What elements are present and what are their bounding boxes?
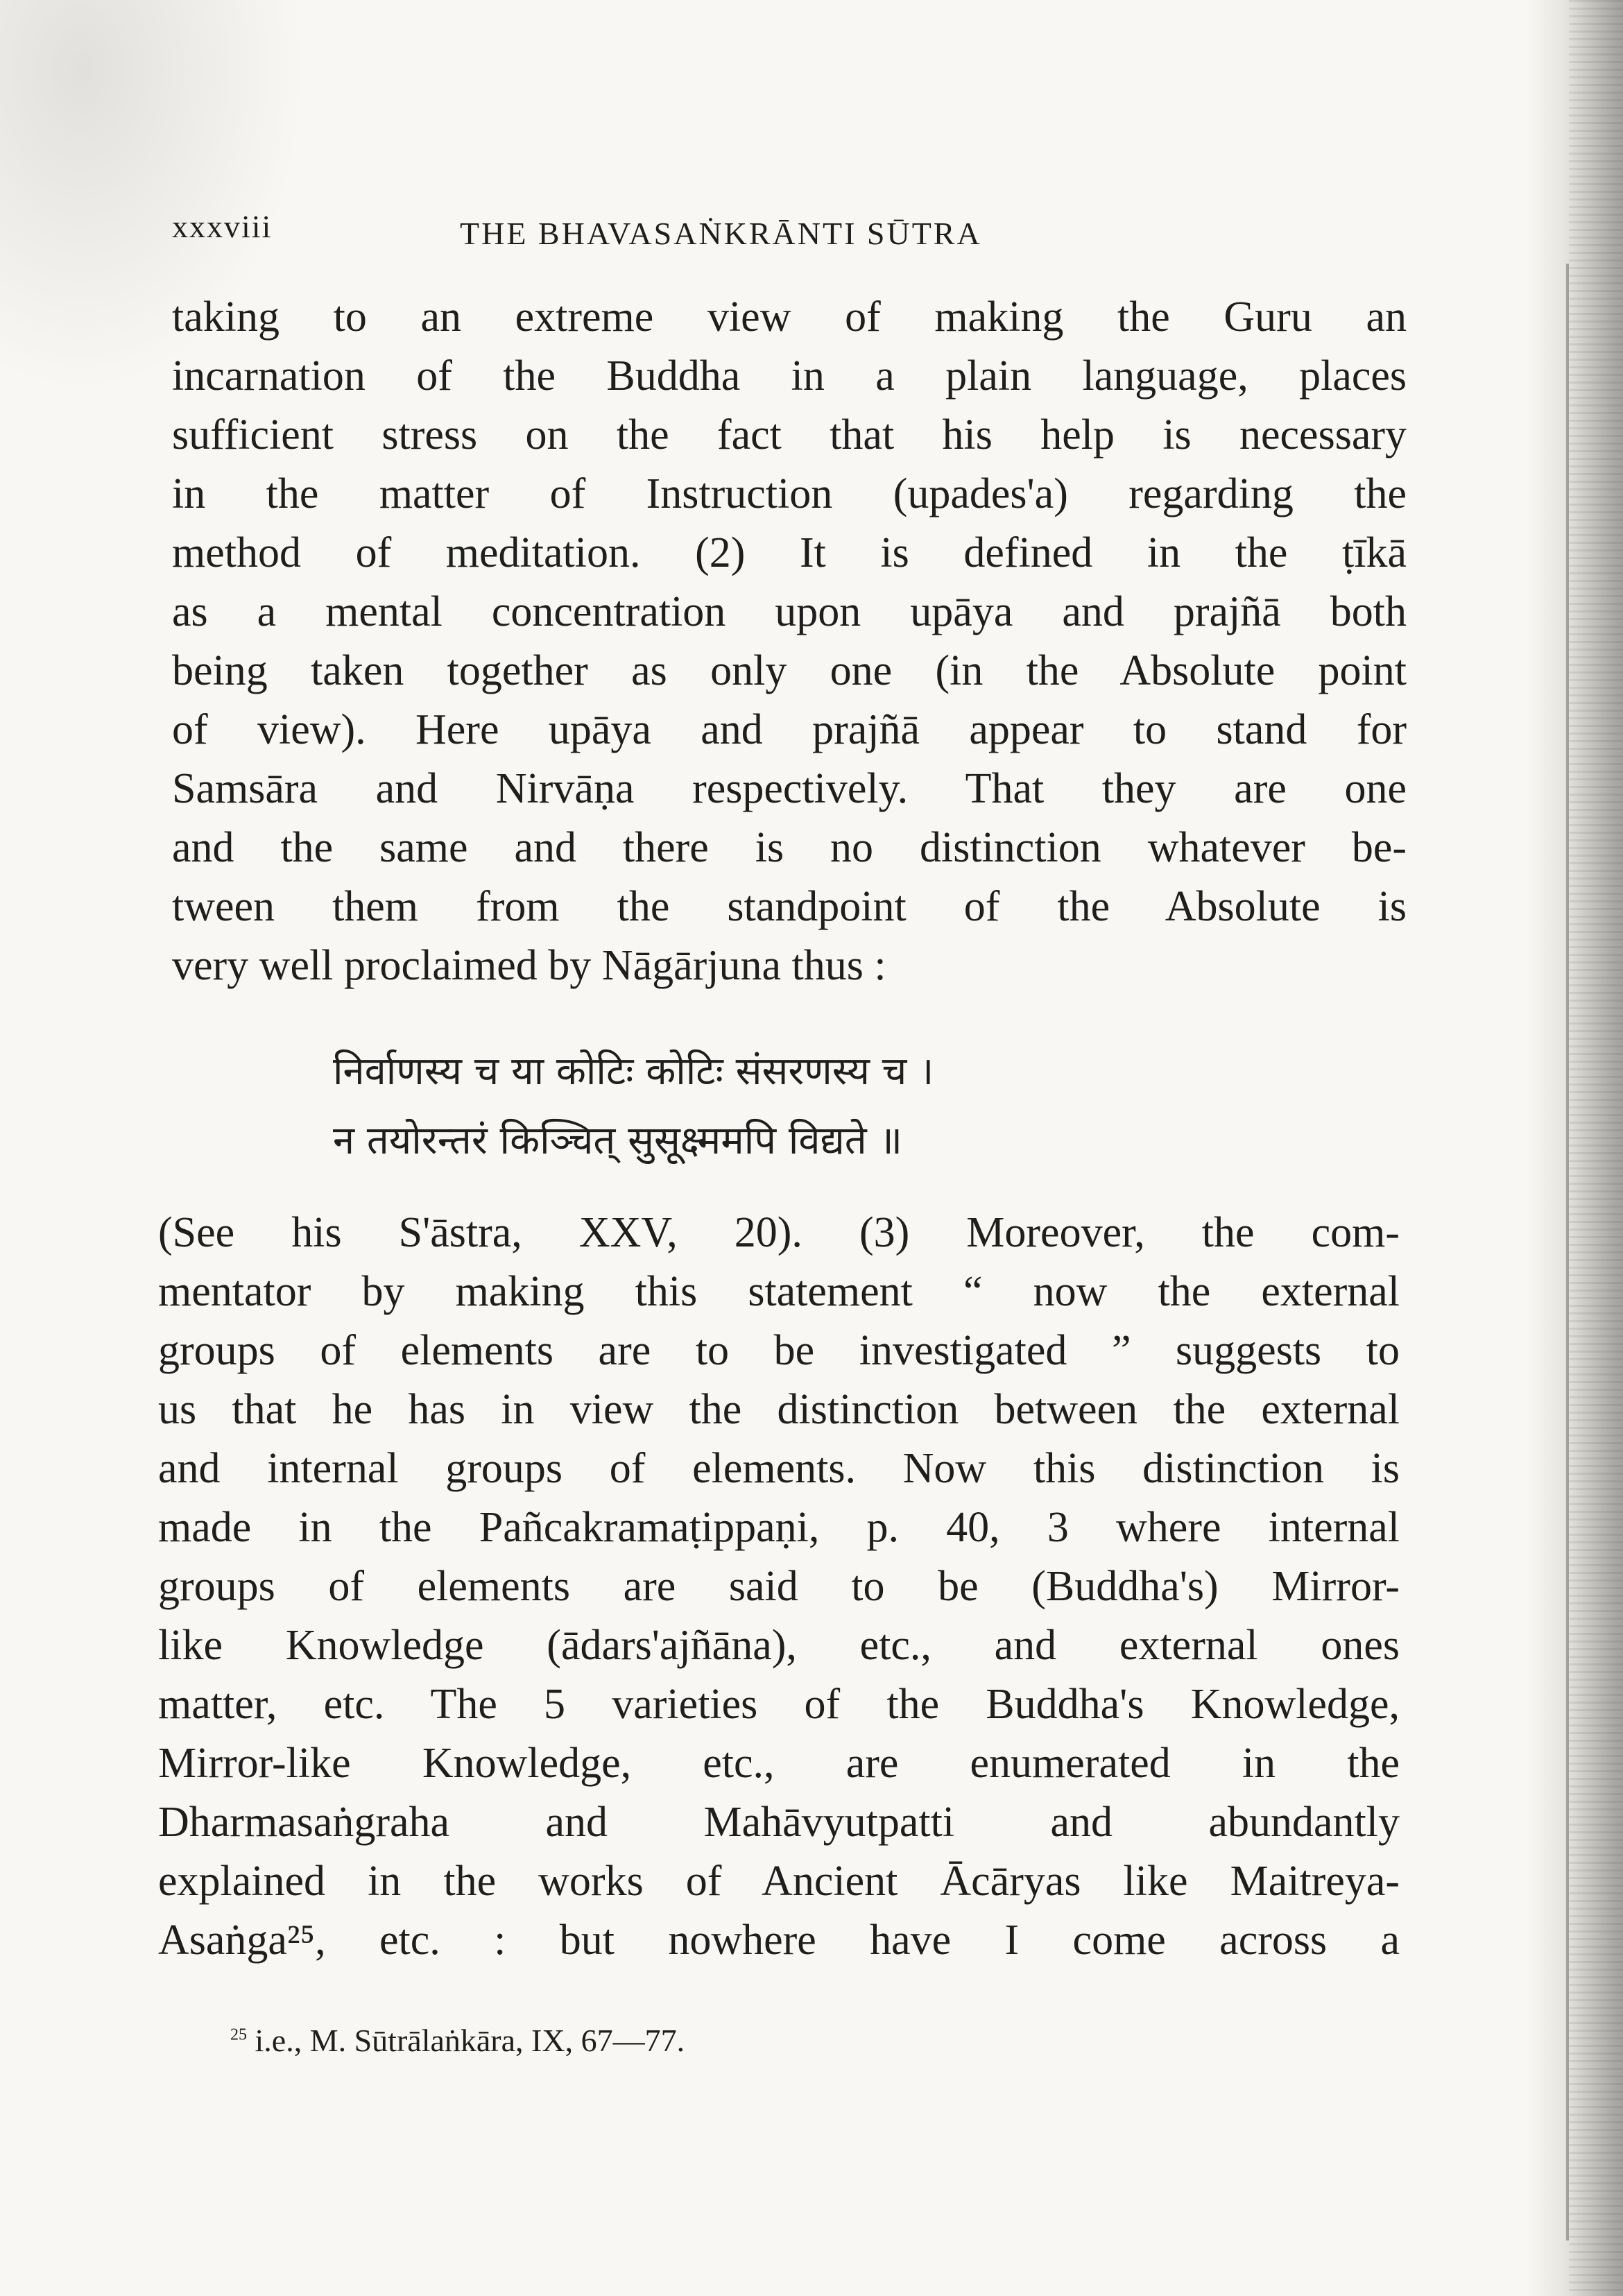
text-line: groups of elements are to be investigated ” suggests to [158,1327,1400,1374]
text-line: like Knowledge (ādars'ajñāna), etc., and external ones [158,1622,1400,1669]
text-line: matter, etc. The 5 varieties of the Buddha's Knowledge, [158,1681,1400,1728]
running-title: THE BHAVASAṄKRĀNTI SŪTRA [460,216,982,251]
margin-mark [1566,264,1569,2241]
page-header [172,208,1420,264]
text-line: in the matter of Instruction (upades'a) regarding the [172,470,1407,517]
text-line: and internal groups of elements. Now this distinction is [158,1445,1400,1492]
text-line: and the same and there is no distinction whatever be- [172,824,1407,871]
page-number: xxxviii [172,209,273,244]
footnote-text: i.e., M. Sūtrālaṅkāra, IX, 67—77. [255,2023,685,2058]
text-line: of view). Here upāya and prajñā appear to stand for [172,706,1407,753]
text-line: us that he has in view the distinction between the external [158,1386,1400,1433]
verse-line-1: निर्वाणस्य च या कोटिः कोटिः संसरणस्य च । [333,1049,934,1094]
text-line: being taken together as only one (in the Absolute point [172,647,1407,694]
paragraph-1 [172,288,1407,995]
footnote-marker: 25 [230,2025,247,2044]
text-line: groups of elements are said to be (Buddha's) Mirror- [158,1563,1400,1610]
page-binding-edge [1569,0,1623,2296]
text-line: explained in the works of Ancient Ācāryas like Maitreya- [158,1858,1400,1905]
text-line: (See his S'āstra, XXV, 20). (3) Moreover, the com- [158,1209,1400,1256]
text-line: taking to an extreme view of making the Guru an [172,293,1407,341]
text-line: Dharmasaṅgraha and Mahāvyutpatti and abundantly [158,1799,1400,1846]
text-line: Mirror-like Knowledge, etc., are enumerated in the [158,1740,1400,1787]
verse-line-2: न तयोरन्तरं किञ्चित् सुसूक्ष्ममपि विद्यते ॥ [333,1118,903,1163]
sanskrit-verse [333,1037,934,1176]
paragraph-2 [158,1203,1400,1970]
text-line: mentator by making this statement “ now the external [158,1268,1400,1315]
footnote [230,2022,685,2059]
text-line: Samsāra and Nirvāṇa respectively. That they are one [172,765,1407,812]
text-line: method of meditation. (2) It is defined in the ṭīkā [172,529,1407,576]
text-line: as a mental concentration upon upāya and prajñā both [172,588,1407,635]
text-line: sufficient stress on the fact that his help is necessary [172,411,1407,459]
text-line: Asaṅga²⁵, etc. : but nowhere have I come across a [158,1917,1400,1964]
text-line: tween them from the standpoint of the Absolute is [172,883,1407,930]
text-line: made in the Pañcakramaṭippaṇi, p. 40, 3 where internal [158,1504,1400,1551]
text-line: incarnation of the Buddha in a plain language, places [172,352,1407,400]
text-line: very well proclaimed by Nāgārjuna thus : [172,942,886,989]
